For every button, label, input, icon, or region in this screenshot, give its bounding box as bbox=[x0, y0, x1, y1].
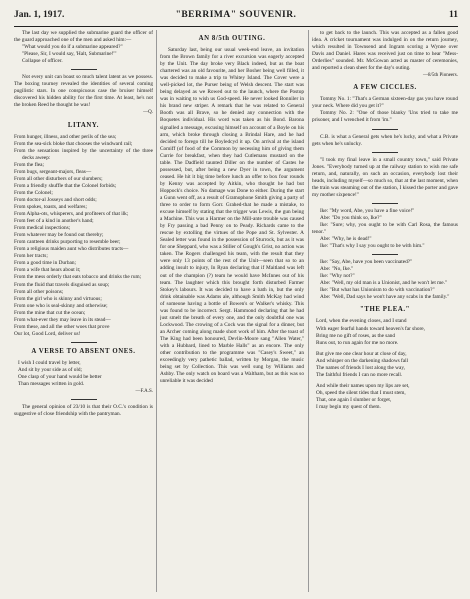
litany-line: From the mess orderly that eats tobacco and drinks the rum; bbox=[14, 274, 142, 281]
page-number: 11 bbox=[449, 10, 458, 20]
litany-line: From the Colonel; bbox=[14, 189, 53, 196]
divider bbox=[372, 152, 398, 153]
section-title-outing: AN 8/5th OUTING. bbox=[198, 35, 266, 42]
divider bbox=[71, 399, 97, 400]
litany-line: From a wife that hears about it; bbox=[14, 267, 81, 274]
litany-line: From all other disturbers of our slumbers; bbox=[14, 175, 103, 182]
litany-line: From medical inspections; bbox=[14, 225, 71, 232]
article-body: Saturday last, being our usual week-end leave, an invitation from the Brown family for a river excursion was eagerly accepted by the Unit. The day broke very Black indeed, but as the boat chartered was an old favourite, and her Bosher being well filled, it was decided to make a trip to Whitey Island. The Cover were a well-picked lot, the Purser being of Welsh descent. The start was being delayed as we Rowed out to the launch, where the Postop was in waiting to wish us God-speed. He never looked Bonniler in his brand new striper. A remark that he was related to General Booth was all Brave, so he denied any connection with the Boquetes individual. His word was taken as his Bond. Barona signalled a message, excusing himself on account of a Boyle on his arm, which broke through closing a Brindal Hare, and he had decided to forego till he Boyledcyd it up. On arrival at the island Comiff (of food of the Common by necessing him of giving them Currie for breakfast, when they had Cutlemans mustard on the table. The Dadfield taunted Diller on the number of Castes he possessed, but, after being a new Dyer in town, the argument ceased. He hit it big time before lunch an offer to box four rounds by Kenny was accepted by Aitkin, who thought he had but Hoppock's choice. No damage was Done to either. During the start a Gunn went off, as a result of Gramophone Smith giving a party of three to order to form Gorr. Grahed-that he made a mistake, to excuse himself by stating that the trigger was Lewis, the gun being a Machine. This was a Harmer on the Mill-ante trouble was caused by Fry passing a bad Penny on to Peady. Richards came to the rescue by extolling the virtues of the Pope and St. Sylvester. A Sealed letter was found in the possession of Sturrock, but as it was for one Sheppard, who was a Stiller of Gough's Grist, no action was taken. The Rogers challenged his team, with the result that they were only 13 points of the rest of the Unit—seen that so to an adding insult to injury, In Ryan declaring that if Maitland was left out of the champion (?) team he would have McInnes out of his team. The laughter which this brought forth disturbed Farmer Stokey's labours. It was decided to have a bath in, but the only drink obtainable was Adams ale, although Smith McKay had wind of someone having a bottle of Bowen's or Walker's whisky. This was found to be incorrect. Sergt. Hammond declaring that he had just smelt the breath of every one, and the only doubtful one was Lockwood. The crowing of a Cock was the signal for a dinner, but an Archer coming along made short work of him. After the toast of The King had been honoured, Devlin-Moore sang "Allen Water," with a Hubbard, lined to Marble Halls" as an encore. The only other contribution to the programme was "Casey's Sweet," an exceedingly very pathetic ballad, written by Morgan, the music being set by Collection. This was well sung by Williams and Ashby. The only watch on board was a Waltham, but as this was so unreliable it was decided bbox=[160, 47, 304, 385]
column-middle bbox=[160, 30, 304, 595]
paragraph: to get back to the launch. This was accepted as a fallen good idea. A cricket tournament was indulged in on the return journey, which resulted in Townsend and Ingram scoring a Wynne over Davis and Daniel. Hares was received just on time to hear "Mess-Orderlies" sounded. Mr. McGowan acted as master of ceremonies, and reported a clean sheet for the day's outing. bbox=[312, 30, 458, 72]
paragraph: Ike: "That's why I say you ought to be with him." bbox=[320, 243, 425, 250]
litany-line: From a friendly shuffle that the Colonel forbids; bbox=[14, 182, 117, 189]
paragraph: Tommy No. 1: "That's a German sixteen-day gas you have round your neck. Where did you get it?" bbox=[312, 96, 458, 110]
litany-line: From bugs, sergeant-majors, fleas— bbox=[14, 168, 92, 175]
litany-line: From these, and all the other woes that prove bbox=[14, 323, 110, 330]
column-right bbox=[312, 30, 458, 595]
divider bbox=[372, 129, 398, 130]
paragraph: Ike: "Say, Abe, have you been vaccinated?" bbox=[320, 259, 413, 266]
litany-line: From a good time in Durban; bbox=[14, 260, 76, 267]
litany-line: Our lot, Good Lord, deliver us! bbox=[14, 330, 81, 337]
litany-line: From one who is seal-skinny and otherwise; bbox=[14, 302, 108, 309]
column-divider bbox=[156, 30, 157, 592]
paragraph: Ike: "Sure; why, you ought to be with Carl Rosa, the famous tenor." bbox=[312, 221, 458, 236]
litany-line: From all other poisons; bbox=[14, 288, 64, 295]
section-title-cicles: A FEW CICCLES. bbox=[353, 84, 417, 92]
section-title-verse: A VERSE TO ABSENT ONES. bbox=[31, 347, 136, 355]
litany-line: From a religious maiden aunt who distributes tracts— bbox=[14, 246, 129, 253]
poem-line: The names of friends I lost along the way, bbox=[316, 364, 405, 371]
paragraph: The last day we supplied the submarine guard the officer of the guard approached one of the men and asked him:— bbox=[14, 30, 153, 44]
litany-line: From the flea; bbox=[14, 161, 45, 168]
poem-line: Lord, when the evening closes, and I stand bbox=[316, 318, 407, 325]
section-title-plea: "THE PLEA." bbox=[359, 306, 411, 314]
paragraph: Ike: "But what has Unionism to do with vaccination?" bbox=[320, 287, 435, 294]
signature: —8/5th Pioneers. bbox=[423, 73, 458, 79]
paragraph: Ike: "My word, Abe, you have a fine voice!" bbox=[320, 207, 415, 214]
paragraph: The general opinion of 23/10 is that their O.C.'s condition is suggestive of close friendship with the pantryman. bbox=[14, 404, 153, 418]
litany-line: From the mine that cut the ocean; bbox=[14, 309, 86, 316]
poem-line: Bring me no gift of roses, as the sand bbox=[316, 332, 395, 339]
divider bbox=[71, 342, 97, 343]
litany-line: From cantteen drinks purporting to resemble beer; bbox=[14, 239, 121, 246]
paragraph: Abe: "Well, my old man is a Unionist, and he won't let me." bbox=[320, 280, 448, 287]
paragraph: Ike: "Why not?" bbox=[320, 273, 355, 280]
divider bbox=[71, 69, 97, 70]
litany-line: From the fluid that travels disguised as soup; bbox=[14, 281, 110, 288]
signature: —F.A.S. bbox=[135, 389, 153, 395]
litany-line: From her tracts; bbox=[14, 253, 48, 260]
poem-line: Oh, speed the silent tides that I must stem, bbox=[316, 389, 406, 396]
poem-line: And while their names upon my lips are set, bbox=[316, 382, 410, 389]
litany-line: From whatever may be found out thereby; bbox=[14, 232, 104, 239]
paragraph: Collapse of officer. bbox=[22, 58, 63, 65]
litany-line: From hunger, illness, and other perils of the sea; bbox=[14, 133, 117, 140]
verse-line: One clasp of your hand would be better bbox=[18, 373, 102, 380]
divider bbox=[372, 203, 398, 204]
poem-line: The faithful friends I can no more recall. bbox=[316, 371, 403, 378]
section-title-litany: LITANY. bbox=[67, 121, 100, 129]
page-header bbox=[14, 10, 458, 24]
poem-line: Runs out, to run again for me no more. bbox=[316, 339, 399, 346]
paragraph: Abe: "No, Ike." bbox=[320, 266, 354, 273]
divider bbox=[372, 254, 398, 255]
litany-line: From the girl who is skinny and virtuous; bbox=[14, 295, 102, 302]
paragraph: Not every unit can boast so much talent latent as we possess. The boxing tourney revealed the identities of several coming pugilistic stars. In one conspicuous case the bruiser himself discovered his hidden ability for the first time. At least, he's not the broken Reed he thought he was! bbox=[14, 74, 153, 109]
litany-line: From spokes, toasts, and welfares; bbox=[14, 203, 87, 210]
publication-title: "BERRIMA" SOUVENIR. bbox=[175, 10, 297, 20]
poem-line: I may begin my quest of them. bbox=[316, 403, 381, 410]
litany-line: From the sensations inspired by the uncertainty of the three decks aweep: bbox=[14, 147, 153, 161]
poem-line: With eager fearful hands toward heaven's far shore, bbox=[316, 325, 425, 332]
poem-line: And whisper on the darkening shadows fall bbox=[316, 357, 409, 364]
column-divider bbox=[308, 30, 309, 592]
paragraph: C.B. is what a General gets when he's lucky, and what a Private gets when he's unlucky. bbox=[312, 133, 458, 147]
column-left bbox=[14, 30, 153, 595]
signature: —Q. bbox=[143, 110, 153, 116]
litany-line: From what-ever they may leave in its stead— bbox=[14, 316, 111, 323]
paragraph: Abe: "Well, Dad says he won't have any scabs in the family." bbox=[320, 294, 450, 301]
paragraph: "What would you do if a submarine appeared?" bbox=[22, 44, 123, 51]
paragraph: "Please, Sir, I would say, 'Halt, Submarine!'" bbox=[22, 51, 117, 58]
litany-list bbox=[14, 134, 153, 338]
issue-date: Jan. 1, 1917. bbox=[14, 10, 65, 20]
paragraph: Tommy No. 2: "One of those blanky 'Uns tried to take me prisoner, and I wrenched it from 'im." bbox=[312, 110, 458, 124]
paragraph: "I took my final leave in a small country town," said Private Jones. "Everybody turned up at the railway station to wish me safe return, and, naturally, on such an occasion, everybody lost their heads, including myself—so much so, that at the last moment, when the train was steaming out of the station, I kissed the porter and gave my mother sixpence!" bbox=[312, 156, 458, 198]
verse-lines bbox=[14, 360, 153, 388]
verse-line: And sit by your side as of old; bbox=[18, 366, 82, 373]
poem-line: But give me one clear hour at close of day, bbox=[316, 350, 407, 357]
verse-line: I wish I could travel by letter, bbox=[18, 359, 81, 366]
paragraph: Abe: "Why, he is dead!" bbox=[320, 236, 372, 243]
litany-line: From feet of a kind in another's hand; bbox=[14, 218, 94, 225]
verse-line: Than messages written in gold. bbox=[18, 381, 85, 388]
litany-line: From the sea-sick bloke that chooses the windward rail; bbox=[14, 140, 133, 147]
header-rule bbox=[14, 26, 458, 27]
poem-lines bbox=[312, 318, 458, 411]
poem-line: That, one again I slumber or forget, bbox=[316, 396, 392, 403]
litany-line: From doctor-al Josseys and short odds; bbox=[14, 196, 97, 203]
litany-line: From Alpha-ots, whisperers, and profiteers of that ilk; bbox=[14, 211, 129, 218]
paragraph: Abe: "Do you think so, Ike?" bbox=[320, 214, 382, 221]
